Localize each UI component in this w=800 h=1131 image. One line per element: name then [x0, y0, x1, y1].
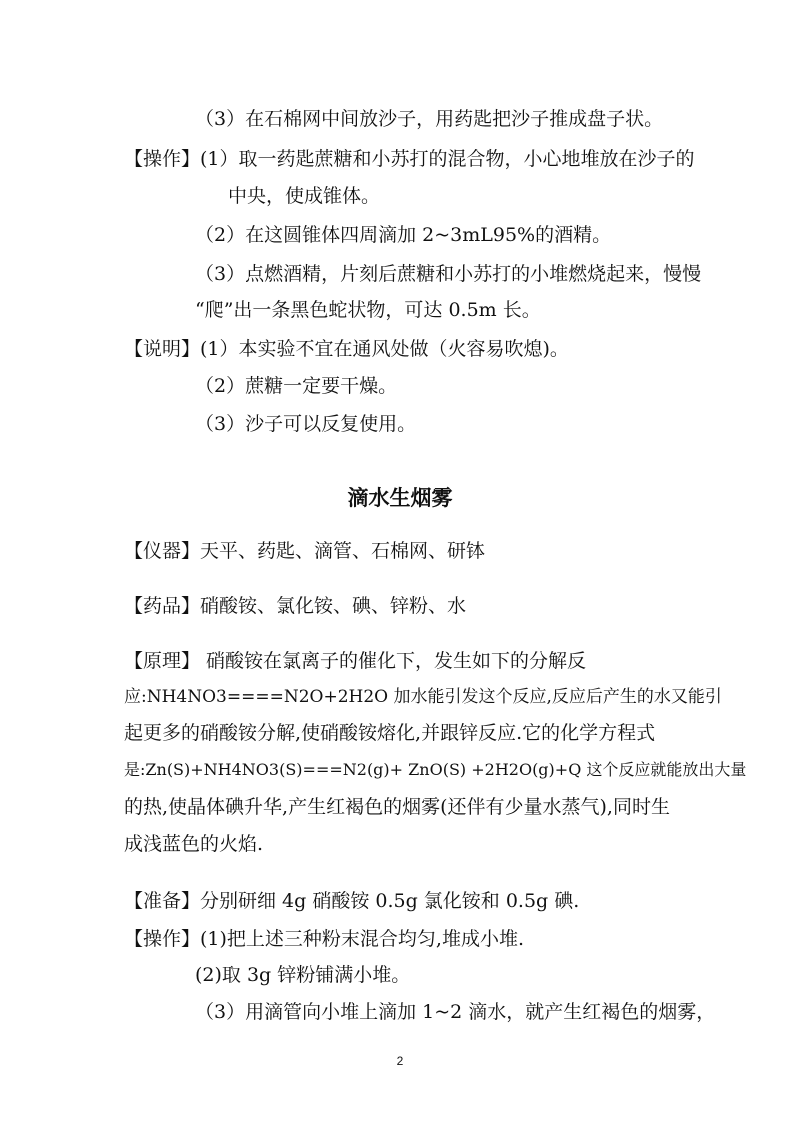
text-line: 【说明】(1）本实验不宜在通风处做（火容易吹熄)。: [124, 338, 569, 360]
principle-line: 起更多的硝酸铵分解,使硝酸铵熔化,并跟锌反应.它的化学方程式: [124, 722, 656, 744]
principle-line: 成浅蓝色的火焰.: [124, 833, 264, 855]
text-line: （3）在石棉网中间放沙子，用药匙把沙子推成盘子状。: [195, 108, 664, 130]
preparation-line: 【准备】分别研细 4g 硝酸铵 0.5g 氯化铵和 0.5g 碘.: [124, 890, 580, 912]
operation-line: （3）用滴管向小堆上滴加 1~2 滴水，就产生红褐色的烟雾，: [195, 1001, 716, 1023]
text-line: 中央，使成锥体。: [228, 185, 381, 207]
section-title: 滴水生烟雾: [347, 486, 453, 510]
principle-line: 的热,使晶体碘升华,产生红褐色的烟雾(还伴有少量水蒸气),同时生: [124, 796, 670, 818]
principle-line: 是:Zn(S)+NH4NO3(S)===N2(g)+ ZnO(S) +2H2O(g)+Q 这个反应就能放出大量: [124, 760, 747, 779]
text-line: （2）在这圆锥体四周滴加 2~3mL95%的酒精。: [195, 224, 612, 246]
principle-line: 【原理】 硝酸铵在氯离子的催化下，发生如下的分解反: [124, 650, 587, 672]
text-line: （2）蔗糖一定要干燥。: [195, 375, 398, 397]
text-line: “爬”出一条黑色蛇状物，可达 0.5m 长。: [195, 299, 541, 321]
text-line: （3）沙子可以反复使用。: [195, 413, 417, 435]
text-line: （3）点燃酒精，片刻后蔗糖和小苏打的小堆燃烧起来，慢慢: [195, 263, 702, 285]
instruments-line: 【仪器】天平、药匙、滴管、石棉网、研钵: [124, 540, 486, 562]
principle-line: 应:NH4NO3====N2O+2H2O 加水能引发这个反应,反应后产生的水又能引: [124, 687, 722, 707]
operation-line: (2)取 3g 锌粉铺满小堆。: [195, 964, 411, 986]
text-line: 【操作】(1）取一药匙蔗糖和小苏打的混合物，小心地堆放在沙子的: [124, 148, 695, 170]
operation-line: 【操作】(1)把上述三种粉末混合均匀,堆成小堆.: [124, 928, 524, 950]
page-number: 2: [396, 1054, 404, 1068]
reagents-line: 【药品】硝酸铵、氯化铵、碘、锌粉、水: [124, 595, 467, 617]
